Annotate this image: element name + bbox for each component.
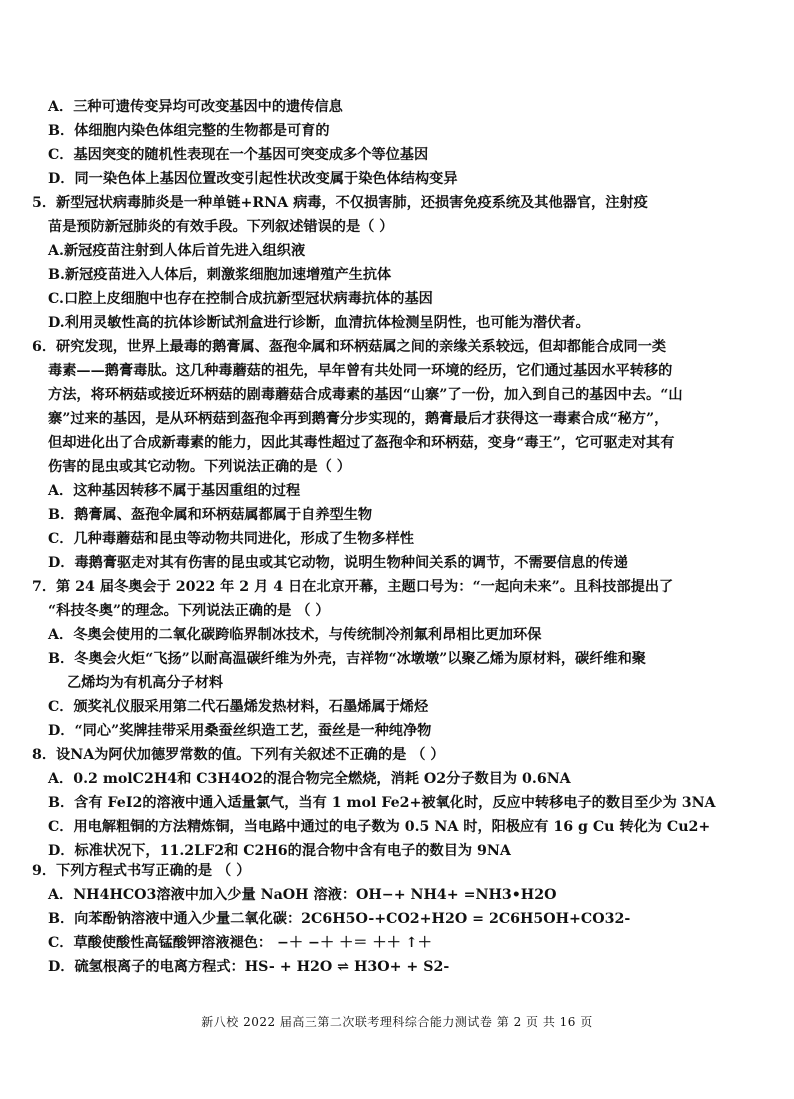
text-line: 方法，将环柄菇或接近环柄菇的剧毒蘑菇合成毒素的基因“山寨”了一份，加入到自己的基因中去。“山 xyxy=(48,387,683,403)
text-line: D．“同心”奖牌挂带采用桑蚕丝织造工艺，蚕丝是一种纯净物 xyxy=(48,723,432,739)
text-line: 但却进化出了合成新毒素的能力，因此其毒性超过了盔孢伞和环柄菇，变身“毒王”，它可驱走对其有 xyxy=(48,435,675,451)
text-line: C．基因突变的随机性表现在一个基因可突变成多个等位基因 xyxy=(48,147,429,163)
text-line: D．硫氢根离子的电离方程式：HS- + H2O ⇌ H3O+ + S2- xyxy=(48,959,450,975)
text-line: A．三种可遗传变异均可改变基因中的遗传信息 xyxy=(48,99,343,115)
page-footer: 新八校 2022 届高三第二次联考理科综合能力测试卷 第 2 页 共 16 页 xyxy=(201,1015,593,1029)
text-line: A．0.2 molC2H4和 C3H4O2的混合物完全燃烧，消耗 O2分子数目为 0.6NA xyxy=(48,771,571,787)
text-line: B．鹅膏属、盔孢伞属和环柄菇属都属于自养型生物 xyxy=(48,507,373,523)
text-line: 6．研究发现，世界上最毒的鹅膏属、盔孢伞属和环柄菇属之间的亲缘关系较远，但却都能合成同一类 xyxy=(32,339,667,355)
text-line: D．同一染色体上基因位置改变引起性状改变属于染色体结构变异 xyxy=(48,171,458,187)
text-line: B．体细胞内染色体组完整的生物都是可育的 xyxy=(48,123,330,139)
text-line: A．冬奥会使用的二氧化碳跨临界制冰技术，与传统制冷剂氟利昂相比更加环保 xyxy=(48,627,542,643)
text-line: “科技冬奥”的理念。下列说法正确的是 （ ） xyxy=(48,603,330,619)
text-line: 伤害的昆虫或其它动物。下列说法正确的是（ ） xyxy=(48,459,351,475)
text-line: B．向苯酚钠溶液中通入少量二氧化碳：2C6H5O-+CO2+H2O = 2C6H5OH+CO32- xyxy=(48,911,631,927)
text-line: B．含有 FeI2的溶液中通入适量氯气，当有 1 mol Fe2+被氧化时，反应中转移电子的数目至少为 3NA xyxy=(48,795,716,811)
text-line: A.新冠疫苗注射到人体后首先进入组织液 xyxy=(48,243,306,259)
text-line: C．颁奖礼仪服采用第二代石墨烯发热材料，石墨烯属于烯烃 xyxy=(48,699,429,715)
text-line: D．毒鹅膏驱走对其有伤害的昆虫或其它动物，说明生物种间关系的调节，不需要信息的传递 xyxy=(48,555,628,571)
text-line: 9．下列方程式书写正确的是 （ ） xyxy=(32,863,251,879)
text-line: 8．设NA为阿伏加德罗常数的值。下列有关叙述不正确的是 （ ） xyxy=(32,747,445,763)
text-line: B．冬奥会火炬“飞扬”以耐高温碳纤维为外壳，吉祥物“冰墩墩”以聚乙烯为原材料，碳纤维和聚 xyxy=(48,651,646,667)
text-line: A．这种基因转移不属于基因重组的过程 xyxy=(48,483,301,499)
text-line: 5．新型冠状病毒肺炎是一种单链+RNA 病毒，不仅损害肺，还损害免疫系统及其他器官，注射疫 xyxy=(32,195,648,211)
text-line: 7．第 24 届冬奥会于 2022 年 2 月 4 日在北京开幕，主题口号为：“一起向未来”。且科技部提出了 xyxy=(32,579,674,595)
text-line: 乙烯均为有机高分子材料 xyxy=(67,675,224,691)
text-line: 苗是预防新冠肺炎的有效手段。下列叙述错误的是（ ） xyxy=(48,219,394,235)
text-line: B.新冠疫苗进入人体后，刺激浆细胞加速增殖产生抗体 xyxy=(48,267,392,283)
text-line: C.口腔上皮细胞中也存在控制合成抗新型冠状病毒抗体的基因 xyxy=(48,291,433,307)
text-line: D.利用灵敏性高的抗体诊断试剂盒进行诊断，血清抗体检测呈阴性，也可能为潜伏者。 xyxy=(48,315,590,331)
text-line: C．用电解粗铜的方法精炼铜，当电路中通过的电子数为 0.5 NA 时，阳极应有 16 g Cu 转化为 Cu2+ xyxy=(48,819,711,835)
text-line: C．草酸使酸性高锰酸钾溶液褪色： −＋ −＋ ＋＝ ＋＋ ↑＋ xyxy=(48,935,432,951)
text-line: A．NH4HCO3溶液中加入少量 NaOH 溶液：OH−+ NH4+ =NH3•H2O xyxy=(48,887,557,903)
text-line: D．标准状况下，11.2LF2和 C2H6的混合物中含有电子的数目为 9NA xyxy=(48,843,511,859)
text-line: C．几种毒蘑菇和昆虫等动物共同进化，形成了生物多样性 xyxy=(48,531,414,547)
text-line: 寨”过来的基因，是从环柄菇到盔孢伞再到鹅膏分步实现的，鹅膏最后才获得这一毒素合成“秘方”， xyxy=(48,411,669,427)
text-line: 毒素——鹅膏毒肽。这几种毒蘑菇的祖先，早年曾有共处同一环境的经历，它们通过基因水平转移的 xyxy=(48,363,673,379)
